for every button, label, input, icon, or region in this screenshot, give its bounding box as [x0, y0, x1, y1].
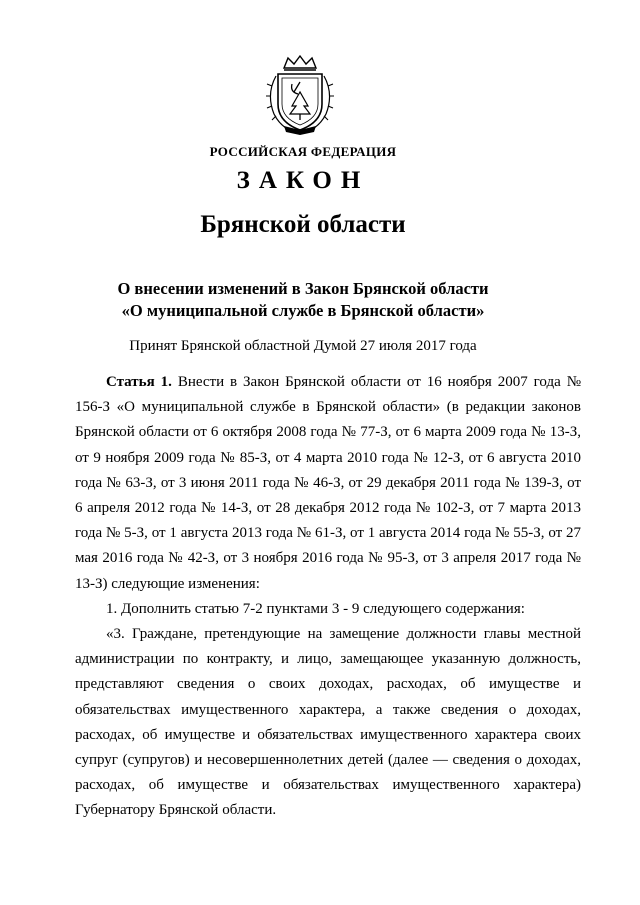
country-heading: РОССИЙСКАЯ ФЕДЕРАЦИЯ — [209, 144, 397, 159]
document-body — [75, 370, 581, 824]
item-1-paragraph: 1. Дополнить статью 7-2 пунктами 3 - 9 следующего содержания: — [106, 600, 525, 617]
document-type-heading: ЗАКОН — [236, 167, 370, 194]
article-1-label: Статья 1. — [106, 374, 172, 390]
quoted-point-3-paragraph: «3. Граждане, претендующие на замещение должности главы местной администрации по контракту, и лицо, замещающее указанную должность, представляют сведения о своих доходах, расходах, об имуществе и обязательствах имущественного характера, а также сведения о доходах, расходах, об имуществе и обязательствах имущественного характера своих супруг (супругов) и несовершеннолетних детей (далее — сведения о доходах, расходах, об имуществе и обязательствах имущественного характера) Губернатору Брянской области. — [75, 626, 581, 819]
article-1-text: Внести в Закон Брянской области от 16 ноября 2007 года № 156-З «О муниципальной службе в Брянской области» (в редакции законов Брянской области от 6 октября 2008 года № 77-З, от 6 марта 2009 года № 13-З, от 9 ноября 2009 года № 85-З, от 4 марта 2010 года № 12-З, от 6 августа 2010 года № 63-З, от 3 июня 2011 года № 46-З, от 29 декабря 2011 года № 139-З, от 6 апреля 2012 года № 14-З, от 28 декабря 2012 года № 102-З, от 7 марта 2013 года № 5-З, от 1 августа 2013 года № 61-З, от 1 августа 2014 года № 55-З, от 27 мая 2016 года № 42-З, от 3 ноября 2016 года № 95-З, от 3 апреля 2017 года № 13-З) следующие изменения: — [75, 374, 582, 592]
adoption-note: Принят Брянской областной Думой 27 июля 2017 года — [129, 338, 477, 354]
article-1-paragraph — [75, 370, 581, 597]
coat-of-arms-emblem — [262, 54, 338, 136]
law-title-line-2: «О муниципальной службе в Брянской области» — [121, 301, 485, 320]
region-heading: Брянской области — [200, 211, 406, 238]
law-title — [0, 278, 606, 322]
law-title-line-1: О внесении изменений в Закон Брянской области — [117, 279, 489, 298]
